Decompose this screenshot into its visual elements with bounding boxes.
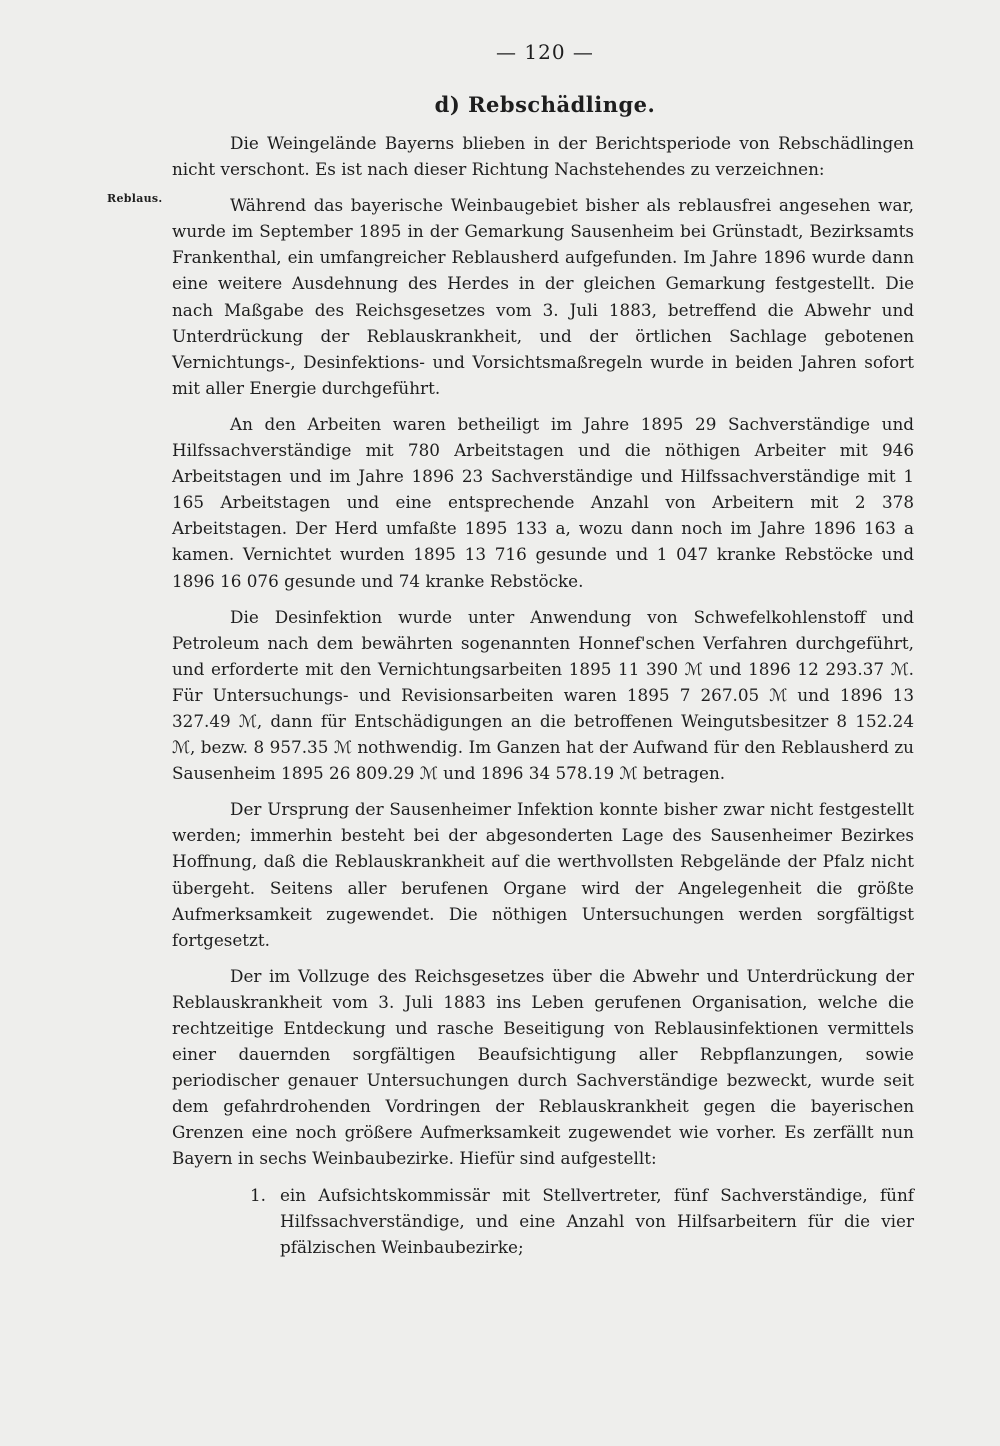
list-item-number: 1.	[250, 1184, 267, 1205]
paragraph: An den Arbeiten waren betheiligt im Jahre 1895 29 Sachverständige und Hilfssachverständige mit 780 Arbeitstagen und die nöthigen Arbeiter mit 946 Arbeitstagen und im Jahre 1896 23 Sachverständige und Hilfssachverständige mit 1 165 Arbeitstagen und eine entsprechende Anzahl von Arbeitern mit 2 378 Arbeitstagen. Der Herd umfaßte 1895 133 a, wozu dann noch im Jahre 1896 163 a kamen. Vernichtet wurden 1895 13 716 gesunde und 1 047 kranke Rebstöcke und 1896 16 076 gesunde und 74 kranke Rebstöcke.	[172, 413, 914, 591]
paragraph: Die Weingelände Bayerns blieben in der Berichtsperiode von Rebschädlingen nicht verschont. Es ist nach dieser Richtung Nachstehendes zu verzeichnen:	[172, 133, 914, 180]
paragraph: Der Ursprung der Sausenheimer Infektion konnte bisher zwar nicht festgestellt werden; immerhin besteht bei der abgesonderten Lage des Sausenheimer Bezirkes Hoffnung, daß die Reblauskrankheit auf die werthvollsten Rebgelände der Pfalz nicht übergeht. Seitens aller berufenen Organe wird der Angelegenheit die größte Aufmerksamkeit zugewendet. Die nöthigen Untersuchungen werden sorgfältigst fortgesetzt.	[172, 799, 914, 950]
margin-note: Reblaus.	[107, 192, 163, 205]
paragraph: Der im Vollzuge des Reichsgesetzes über die Abwehr und Unterdrückung der Reblauskrankheit vom 3. Juli 1883 ins Leben gerufenen Organisation, welche die rechtzeitige Entdeckung und rasche Beseitigung von Reblausinfektionen vermittels einer dauernden sorgfältigen Beaufsichtigung aller Rebpflanzungen, sowie periodischer genauer Untersuchungen durch Sachverständige bezweckt, wurde seit dem gefahrdrohenden Vordringen der Reblauskrankheit gegen die bayerischen Grenzen eine noch größere Aufmerksamkeit zugewendet wie vorher. Es zerfällt nun Bayern in sechs Weinbaubezirke. Hiefür sind aufgestellt:	[172, 965, 914, 1169]
paragraph: Während das bayerische Weinbaugebiet bisher als reblausfrei angesehen war, wurde im September 1895 in der Gemarkung Sausenheim bei Grünstadt, Bezirksamts Frankenthal, ein umfangreicher Reblausherd aufgefunden. Im Jahre 1896 wurde dann eine weitere Ausdehnung des Herdes in der gleichen Gemarkung festgestellt. Die nach Maßgabe des Reichsgesetzes vom 3. Juli 1883, betreffend die Abwehr und Unterdrückung der Reblauskrankheit, und der örtlichen Sachlage gebotenen Vernichtungs-, Desinfektions- und Vorsichtsmaßregeln wurde in beiden Jahren sofort mit aller Energie durchgeführt.	[172, 195, 914, 398]
list-item-text: ein Aufsichtskommissär mit Stellvertreter, fünf Sachverständige, fünf Hilfssachverständige, und eine Anzahl von Hilfsarbeitern für die vier pfälzischen Weinbaubezirke;	[280, 1184, 914, 1257]
section-title: d) Rebschädlinge.	[434, 92, 656, 117]
body-text	[172, 130, 914, 1260]
page-number: — 120 —	[496, 40, 594, 64]
paragraph: Die Desinfektion wurde unter Anwendung von Schwefelkohlenstoff und Petroleum nach dem bewährten sogenannten Honnef'schen Verfahren durchgeführt, und erforderte mit den Vernichtungsarbeiten 1895 11 390 ℳ und 1896 12 293.37 ℳ. Für Untersuchungs- und Revisionsarbeiten waren 1895 7 267.05 ℳ und 1896 13 327.49 ℳ, dann für Entschädigungen an die betroffenen Weingutsbesitzer 8 152.24 ℳ, bezw. 8 957.35 ℳ nothwendig. Im Ganzen hat der Aufwand für den Reblausherd zu Sausenheim 1895 26 809.29 ℳ und 1896 34 578.19 ℳ betragen.	[172, 606, 914, 784]
list-item	[250, 1182, 914, 1260]
